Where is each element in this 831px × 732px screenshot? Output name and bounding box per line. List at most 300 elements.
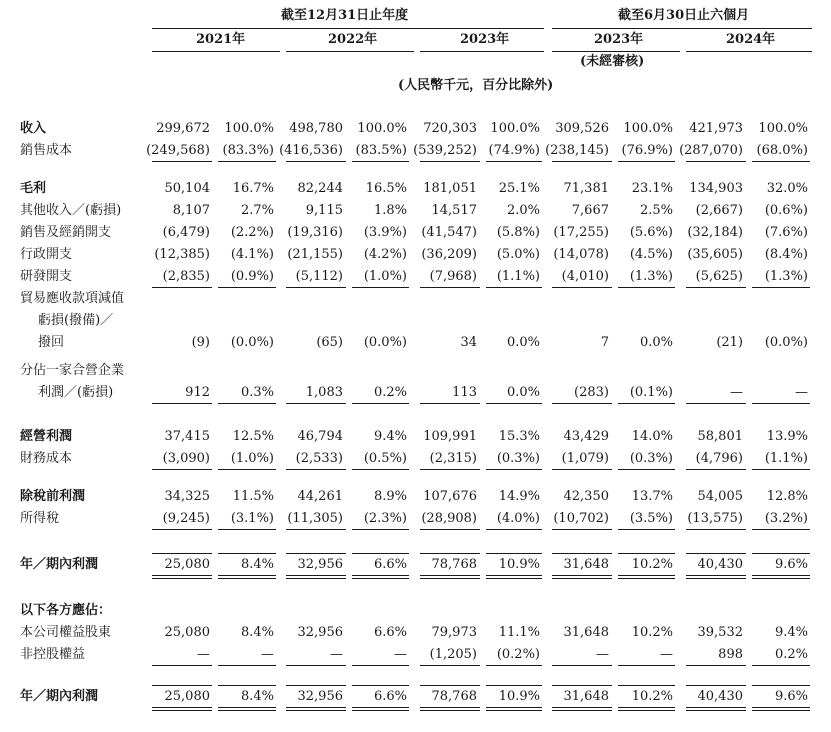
amount-cell: 50,104 bbox=[164, 181, 210, 196]
percent-cell: 11.1% bbox=[498, 625, 540, 640]
amount-cell: 7,667 bbox=[571, 203, 609, 218]
percent-cell: (1.1%) bbox=[764, 451, 808, 466]
underline bbox=[486, 707, 542, 708]
amount-cell: (287,070) bbox=[679, 143, 743, 158]
underline bbox=[552, 161, 612, 162]
underline bbox=[686, 403, 746, 404]
percent-cell: (0.3%) bbox=[496, 451, 540, 466]
percent-cell: 0.0% bbox=[506, 385, 540, 400]
row-label: 除稅前利潤 bbox=[20, 489, 86, 504]
total-top-rule bbox=[686, 685, 746, 686]
amount-cell: 9,115 bbox=[305, 203, 343, 218]
percent-cell: 25.1% bbox=[498, 181, 540, 196]
percent-cell: (0.1%) bbox=[629, 385, 673, 400]
amount-cell: (21) bbox=[716, 335, 743, 350]
underline bbox=[152, 161, 212, 162]
year-2023-fy: 2023年 bbox=[460, 32, 510, 47]
percent-cell: (76.9%) bbox=[621, 143, 673, 158]
percent-cell: 100.0% bbox=[490, 121, 540, 136]
percent-cell: 100.0% bbox=[224, 121, 274, 136]
underline bbox=[752, 665, 810, 666]
amount-cell: — bbox=[197, 647, 210, 662]
amount-cell: 58,801 bbox=[697, 429, 743, 444]
percent-cell: (1.1%) bbox=[496, 269, 540, 284]
underline bbox=[152, 287, 212, 288]
double-underline bbox=[420, 710, 480, 711]
underline bbox=[286, 403, 346, 404]
percent-cell: 8.4% bbox=[240, 625, 274, 640]
underline bbox=[752, 469, 810, 470]
double-underline bbox=[420, 578, 480, 579]
underline bbox=[618, 529, 675, 530]
row-label: 銷售成本 bbox=[20, 143, 73, 158]
underline bbox=[618, 287, 675, 288]
row-label: 行政開支 bbox=[20, 247, 73, 262]
amount-cell: 14,517 bbox=[431, 203, 477, 218]
row-label: 經營利潤 bbox=[20, 429, 73, 444]
underline bbox=[218, 287, 276, 288]
amount-cell: 54,005 bbox=[697, 489, 743, 504]
amount-cell: (3,090) bbox=[162, 451, 210, 466]
amount-cell: 912 bbox=[185, 385, 210, 400]
underline bbox=[552, 665, 612, 666]
underline bbox=[352, 529, 409, 530]
percent-cell: 0.0% bbox=[639, 335, 673, 350]
double-underline bbox=[752, 710, 810, 711]
percent-cell: (0.0%) bbox=[764, 335, 808, 350]
percent-cell: (3.1%) bbox=[230, 511, 274, 526]
underline bbox=[420, 403, 480, 404]
underline bbox=[352, 161, 409, 162]
double-underline bbox=[686, 578, 746, 579]
underline bbox=[420, 469, 480, 470]
underline bbox=[218, 161, 276, 162]
amount-cell: 109,991 bbox=[423, 429, 477, 444]
amount-cell: 78,768 bbox=[431, 689, 477, 704]
row-label: 其他收入／(虧損) bbox=[20, 203, 122, 218]
underline bbox=[420, 665, 480, 666]
percent-cell: 10.9% bbox=[498, 557, 540, 572]
percent-cell: 100.0% bbox=[623, 121, 673, 136]
amount-cell: 134,903 bbox=[689, 181, 743, 196]
row-label: 虧損(撥備)／ bbox=[38, 313, 114, 328]
underline bbox=[686, 287, 746, 288]
percent-cell: 10.2% bbox=[631, 689, 673, 704]
percent-cell: 16.5% bbox=[365, 181, 407, 196]
double-underline bbox=[352, 578, 409, 579]
row-label: 貿易應收款項減值 bbox=[20, 291, 125, 306]
percent-cell: 2.5% bbox=[639, 203, 673, 218]
underline bbox=[686, 161, 746, 162]
year-rule-2021 bbox=[152, 51, 280, 52]
underline bbox=[752, 575, 810, 576]
amount-cell: 113 bbox=[452, 385, 477, 400]
year-2024-6m: 2024年 bbox=[726, 32, 776, 47]
percent-cell: — bbox=[394, 647, 407, 662]
underline bbox=[286, 707, 346, 708]
total-top-rule bbox=[552, 553, 612, 554]
amount-cell: (9,245) bbox=[162, 511, 210, 526]
percent-cell: (1.0%) bbox=[363, 269, 407, 284]
amount-cell: 40,430 bbox=[697, 689, 743, 704]
percent-cell: (5.0%) bbox=[496, 247, 540, 262]
double-underline bbox=[286, 710, 346, 711]
amount-cell: (7,968) bbox=[429, 269, 477, 284]
double-underline bbox=[218, 578, 276, 579]
percent-cell: — bbox=[795, 385, 808, 400]
amount-cell: 31,648 bbox=[563, 689, 609, 704]
amount-cell: 720,303 bbox=[423, 121, 477, 136]
percent-cell: 10.2% bbox=[631, 557, 673, 572]
underline bbox=[552, 403, 612, 404]
row-label: 毛利 bbox=[20, 181, 47, 196]
total-top-rule bbox=[552, 685, 612, 686]
percent-cell: 9.6% bbox=[774, 689, 808, 704]
percent-cell: 12.5% bbox=[232, 429, 274, 444]
percent-cell: 8.4% bbox=[240, 689, 274, 704]
row-label: 年／期內利潤 bbox=[20, 557, 99, 572]
percent-cell: 6.6% bbox=[373, 557, 407, 572]
amount-cell: 37,415 bbox=[164, 429, 210, 444]
underline bbox=[218, 403, 276, 404]
percent-cell: (3.5%) bbox=[629, 511, 673, 526]
underline bbox=[286, 575, 346, 576]
percent-cell: 6.6% bbox=[373, 625, 407, 640]
underline bbox=[420, 707, 480, 708]
year-2023-6m: 2023年 bbox=[594, 32, 644, 47]
underline bbox=[352, 707, 409, 708]
underline bbox=[752, 161, 810, 162]
underline bbox=[686, 665, 746, 666]
percent-cell: (0.3%) bbox=[629, 451, 673, 466]
total-top-rule bbox=[618, 553, 675, 554]
percent-cell: (1.3%) bbox=[629, 269, 673, 284]
amount-cell: (5,112) bbox=[295, 269, 343, 284]
amount-cell: (65) bbox=[316, 335, 343, 350]
amount-cell: 44,261 bbox=[297, 489, 343, 504]
row-label: 研發開支 bbox=[20, 269, 73, 284]
underline bbox=[218, 665, 276, 666]
amount-cell: 82,244 bbox=[297, 181, 343, 196]
percent-cell: 100.0% bbox=[758, 121, 808, 136]
percent-cell: 6.6% bbox=[373, 689, 407, 704]
row-label: 收入 bbox=[20, 121, 47, 136]
percent-cell: 13.9% bbox=[766, 429, 808, 444]
double-underline bbox=[152, 578, 212, 579]
underline bbox=[552, 469, 612, 470]
percent-cell: (7.6%) bbox=[764, 225, 808, 240]
underline bbox=[352, 287, 409, 288]
row-label: 本公司權益股東 bbox=[20, 625, 112, 640]
amount-cell: 32,956 bbox=[297, 625, 343, 640]
amount-cell: (11,305) bbox=[287, 511, 343, 526]
underline bbox=[420, 575, 480, 576]
amount-cell: 25,080 bbox=[164, 625, 210, 640]
row-label: 銷售及經銷開支 bbox=[20, 225, 112, 240]
underline bbox=[420, 287, 480, 288]
total-top-rule bbox=[486, 553, 542, 554]
percent-cell: 16.7% bbox=[232, 181, 274, 196]
amount-cell: (6,479) bbox=[162, 225, 210, 240]
underline bbox=[752, 529, 810, 530]
amount-cell: (12,385) bbox=[154, 247, 210, 262]
double-underline bbox=[552, 710, 612, 711]
underline bbox=[618, 665, 675, 666]
underline bbox=[752, 707, 810, 708]
percent-cell: (83.3%) bbox=[222, 143, 274, 158]
amount-cell: (2,667) bbox=[695, 203, 743, 218]
underline bbox=[152, 707, 212, 708]
percent-cell: (3.9%) bbox=[363, 225, 407, 240]
amount-cell: (238,145) bbox=[545, 143, 609, 158]
amount-cell: 34 bbox=[460, 335, 477, 350]
percent-cell: (2.3%) bbox=[363, 511, 407, 526]
percent-cell: (0.2%) bbox=[496, 647, 540, 662]
amount-cell: (5,625) bbox=[695, 269, 743, 284]
unaudited-note: (未經審核) bbox=[580, 54, 645, 69]
underline bbox=[218, 529, 276, 530]
percent-cell: 100.0% bbox=[357, 121, 407, 136]
amount-cell: 181,051 bbox=[423, 181, 477, 196]
amount-cell: (32,184) bbox=[687, 225, 743, 240]
underline bbox=[618, 469, 675, 470]
double-underline bbox=[486, 710, 542, 711]
amount-cell: 309,526 bbox=[555, 121, 609, 136]
underline bbox=[686, 529, 746, 530]
double-underline bbox=[352, 710, 409, 711]
header-period-6m: 截至6月30日止六個月 bbox=[618, 8, 750, 23]
row-label: 非控股權益 bbox=[20, 647, 86, 662]
underline bbox=[218, 575, 276, 576]
amount-cell: (17,255) bbox=[553, 225, 609, 240]
amount-cell: (539,252) bbox=[413, 143, 477, 158]
amount-cell: — bbox=[330, 647, 343, 662]
percent-cell: (0.0%) bbox=[230, 335, 274, 350]
percent-cell: (4.5%) bbox=[629, 247, 673, 262]
amount-cell: 79,973 bbox=[431, 625, 477, 640]
percent-cell: (0.6%) bbox=[764, 203, 808, 218]
percent-cell: (0.9%) bbox=[230, 269, 274, 284]
percent-cell: 2.0% bbox=[506, 203, 540, 218]
amount-cell: (249,568) bbox=[146, 143, 210, 158]
percent-cell: 8.4% bbox=[240, 557, 274, 572]
double-underline bbox=[486, 578, 542, 579]
amount-cell: (4,010) bbox=[561, 269, 609, 284]
header-rule-fy bbox=[152, 28, 544, 29]
total-top-rule bbox=[286, 553, 346, 554]
underline bbox=[486, 665, 542, 666]
underline bbox=[618, 707, 675, 708]
amount-cell: (9) bbox=[191, 335, 210, 350]
percent-cell: — bbox=[660, 647, 673, 662]
amount-cell: (28,908) bbox=[421, 511, 477, 526]
row-label: 以下各方應佔： bbox=[20, 603, 112, 618]
amount-cell: (14,078) bbox=[553, 247, 609, 262]
amount-cell: (35,605) bbox=[687, 247, 743, 262]
amount-cell: — bbox=[596, 647, 609, 662]
amount-cell: 32,956 bbox=[297, 557, 343, 572]
percent-cell: 9.4% bbox=[373, 429, 407, 444]
amount-cell: 43,429 bbox=[563, 429, 609, 444]
year-2021: 2021年 bbox=[196, 32, 246, 47]
amount-cell: (10,702) bbox=[553, 511, 609, 526]
row-label: 撥回 bbox=[38, 335, 65, 350]
year-2022: 2022年 bbox=[328, 32, 378, 47]
underline bbox=[752, 287, 810, 288]
percent-cell: 11.5% bbox=[232, 489, 274, 504]
underline bbox=[486, 287, 542, 288]
double-underline bbox=[686, 710, 746, 711]
row-label: 年／期內利潤 bbox=[20, 689, 99, 704]
percent-cell: 0.0% bbox=[506, 335, 540, 350]
percent-cell: 2.7% bbox=[240, 203, 274, 218]
percent-cell: 14.9% bbox=[498, 489, 540, 504]
underline bbox=[486, 161, 542, 162]
percent-cell: (4.2%) bbox=[363, 247, 407, 262]
underline bbox=[352, 403, 409, 404]
total-top-rule bbox=[752, 685, 810, 686]
percent-cell: (1.3%) bbox=[764, 269, 808, 284]
percent-cell: (2.2%) bbox=[230, 225, 274, 240]
underline bbox=[152, 529, 212, 530]
underline bbox=[686, 575, 746, 576]
percent-cell: 0.3% bbox=[240, 385, 274, 400]
underline bbox=[352, 469, 409, 470]
year-rule-2022 bbox=[286, 51, 414, 52]
percent-cell: (4.1%) bbox=[230, 247, 274, 262]
amount-cell: 40,430 bbox=[697, 557, 743, 572]
underline bbox=[352, 665, 409, 666]
percent-cell: (8.4%) bbox=[764, 247, 808, 262]
underline bbox=[218, 469, 276, 470]
total-top-rule bbox=[152, 553, 212, 554]
row-label: 分佔一家合營企業 bbox=[20, 363, 125, 378]
percent-cell: 23.1% bbox=[631, 181, 673, 196]
percent-cell: (83.5%) bbox=[355, 143, 407, 158]
header-rule-6m bbox=[552, 28, 812, 29]
amount-cell: (1,079) bbox=[561, 451, 609, 466]
amount-cell: 31,648 bbox=[563, 625, 609, 640]
double-underline bbox=[552, 578, 612, 579]
percent-cell: (4.0%) bbox=[496, 511, 540, 526]
underline bbox=[618, 161, 675, 162]
percent-cell: 8.9% bbox=[373, 489, 407, 504]
amount-cell: 32,956 bbox=[297, 689, 343, 704]
underline bbox=[152, 575, 212, 576]
underline bbox=[420, 161, 480, 162]
year-rule-2023-fy bbox=[420, 51, 544, 52]
amount-cell: 39,532 bbox=[697, 625, 743, 640]
amount-cell: 299,672 bbox=[156, 121, 210, 136]
amount-cell: (41,547) bbox=[421, 225, 477, 240]
percent-cell: 10.9% bbox=[498, 689, 540, 704]
row-label: 利潤／(虧損) bbox=[38, 385, 114, 400]
percent-cell: (0.5%) bbox=[363, 451, 407, 466]
percent-cell: (68.0%) bbox=[756, 143, 808, 158]
underline bbox=[352, 575, 409, 576]
total-top-rule bbox=[152, 685, 212, 686]
amount-cell: 46,794 bbox=[297, 429, 343, 444]
underline bbox=[618, 403, 675, 404]
percent-cell: 12.8% bbox=[766, 489, 808, 504]
total-top-rule bbox=[218, 685, 276, 686]
percent-cell: 15.3% bbox=[498, 429, 540, 444]
underline bbox=[552, 287, 612, 288]
underline bbox=[286, 529, 346, 530]
underline bbox=[286, 469, 346, 470]
double-underline bbox=[286, 578, 346, 579]
amount-cell: (416,536) bbox=[279, 143, 343, 158]
underline bbox=[686, 707, 746, 708]
percent-cell: (5.6%) bbox=[629, 225, 673, 240]
amount-cell: 898 bbox=[718, 647, 743, 662]
amount-cell: 8,107 bbox=[172, 203, 210, 218]
amount-cell: 421,973 bbox=[689, 121, 743, 136]
underline bbox=[152, 403, 212, 404]
amount-cell: (1,205) bbox=[429, 647, 477, 662]
amount-cell: 7 bbox=[600, 335, 609, 350]
amount-cell: — bbox=[730, 385, 743, 400]
amount-cell: (19,316) bbox=[287, 225, 343, 240]
unit-note: (人民幣千元，百分比除外) bbox=[398, 78, 554, 93]
percent-cell: 1.8% bbox=[373, 203, 407, 218]
underline bbox=[552, 707, 612, 708]
amount-cell: 31,648 bbox=[563, 557, 609, 572]
underline bbox=[420, 529, 480, 530]
underline bbox=[486, 529, 542, 530]
total-top-rule bbox=[486, 685, 542, 686]
percent-cell: 14.0% bbox=[631, 429, 673, 444]
underline bbox=[686, 469, 746, 470]
total-top-rule bbox=[286, 685, 346, 686]
underline bbox=[752, 403, 810, 404]
amount-cell: 498,780 bbox=[289, 121, 343, 136]
percent-cell: — bbox=[261, 647, 274, 662]
year-rule-2023-6m bbox=[552, 51, 680, 52]
underline bbox=[286, 161, 346, 162]
percent-cell: 9.4% bbox=[774, 625, 808, 640]
total-top-rule bbox=[218, 553, 276, 554]
total-top-rule bbox=[752, 553, 810, 554]
percent-cell: (5.8%) bbox=[496, 225, 540, 240]
underline bbox=[486, 403, 542, 404]
amount-cell: 42,350 bbox=[563, 489, 609, 504]
total-top-rule bbox=[352, 685, 409, 686]
amount-cell: 34,325 bbox=[164, 489, 210, 504]
year-rule-2024-6m bbox=[686, 51, 812, 52]
total-top-rule bbox=[618, 685, 675, 686]
amount-cell: 25,080 bbox=[164, 689, 210, 704]
amount-cell: (2,835) bbox=[162, 269, 210, 284]
percent-cell: (1.0%) bbox=[230, 451, 274, 466]
underline bbox=[618, 575, 675, 576]
percent-cell: 10.2% bbox=[631, 625, 673, 640]
double-underline bbox=[218, 710, 276, 711]
percent-cell: (74.9%) bbox=[488, 143, 540, 158]
underline bbox=[218, 707, 276, 708]
percent-cell: 9.6% bbox=[774, 557, 808, 572]
row-label: 所得稅 bbox=[20, 511, 60, 526]
percent-cell: 0.2% bbox=[373, 385, 407, 400]
amount-cell: (13,575) bbox=[687, 511, 743, 526]
underline bbox=[552, 529, 612, 530]
amount-cell: (36,209) bbox=[421, 247, 477, 262]
total-top-rule bbox=[420, 553, 480, 554]
total-top-rule bbox=[352, 553, 409, 554]
underline bbox=[552, 575, 612, 576]
row-label: 財務成本 bbox=[20, 451, 73, 466]
amount-cell: (4,796) bbox=[695, 451, 743, 466]
